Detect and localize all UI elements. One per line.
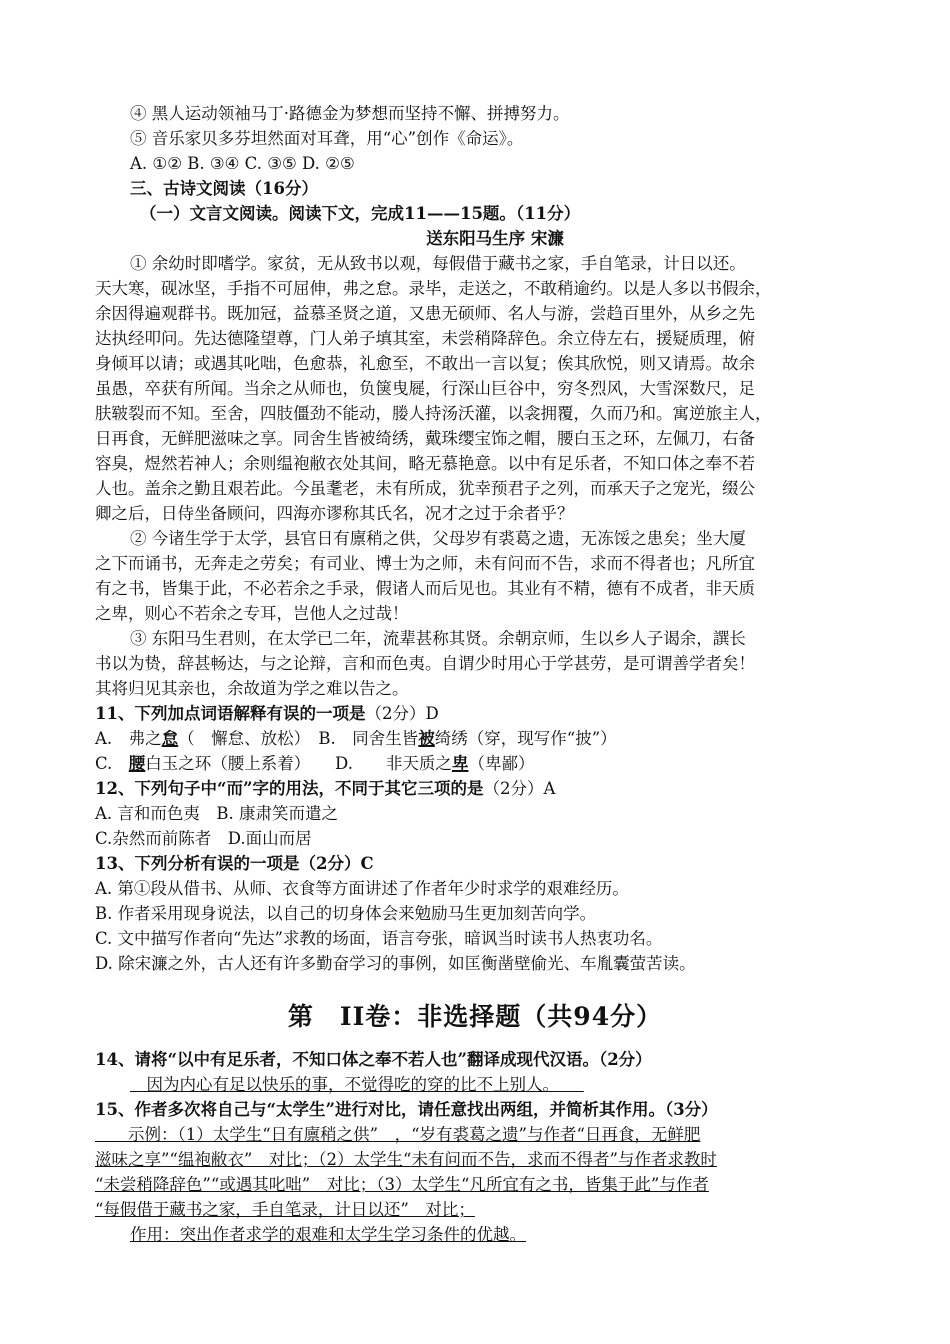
passage-line: ② 今诸生学于太学，县官日有廪稍之供，父母岁有裘葛之遗，无冻馁之患矣；坐大厦: [130, 529, 746, 548]
subsection-heading: （一）文言文阅读。阅读下文，完成11——15题。（11分）: [140, 204, 581, 223]
q11-a-dotted: 怠: [161, 729, 179, 748]
passage-line: 之下而诵书，无奔走之劳矣；有司业、博士为之师，未有问而不告，求而不得者也；凡所宜: [95, 554, 755, 573]
passage-title: 送东阳马生序 宋濂: [426, 229, 564, 248]
q11-options-cd: [95, 752, 534, 776]
q15-answer-line: 示例：（1）太学生“日有廪稍之供” ，“岁有裘葛之遗”与作者“日再食，无鲜肥: [95, 1125, 701, 1144]
passage-line: 之卑，则心不若余之专耳，岂他人之过哉！: [95, 604, 409, 623]
q12-score: （2分）A: [483, 779, 556, 798]
q12-options-ab: A. 言和而色夷 B. 康肃笑而遣之: [95, 804, 339, 823]
q15-effect: 作用：突出作者求学的艰难和太学生学习条件的优越。: [130, 1225, 526, 1244]
passage-line: 余因得遍观群书。既加冠，益慕圣贤之道，又患无硕师、名人与游，尝趋百里外，从乡之先: [95, 304, 755, 323]
q13-option-d: D. 除宋濂之外，古人还有许多勤奋学习的事例，如匡衡凿壁偷光、车胤囊萤苦读。: [95, 954, 696, 973]
q11-b-post: 绮绣（穿，现写作“披”）: [434, 729, 617, 748]
q11-options-ab: [95, 727, 617, 751]
passage-line: 达执经叩问。先达德隆望尊，门人弟子填其室，未尝稍降辞色。余立侍左右，援疑质理，俯: [95, 329, 755, 348]
passage-line: ③ 东阳马生君则，在太学已二年，流辈甚称其贤。余朝京师，生以乡人子谒余，譔长: [130, 629, 746, 648]
q11-a-post: （ 懈怠、放松） B. 同舍生皆: [178, 729, 419, 748]
question-15-stem: 15、作者多次将自己与“太学生”进行对比，请任意找出两组，并简析其作用。（3分）: [95, 1100, 718, 1119]
option-4: ④ 黑人运动领袖马丁·路德金为梦想而坚持不懈、拼搏努力。: [130, 104, 570, 123]
question-14-stem: 14、请将“以中有足乐者，不知口体之奉不若人也”翻译成现代汉语。（2分）: [95, 1050, 652, 1069]
q15-answer-line: 滋味之享”“缊袍敝衣” 对比；（2）太学生“未有问而不告，求而不得者”与作者求教时: [95, 1150, 717, 1169]
q13-option-c: C. 文中描写作者向“先达”求教的场面，语言夸张，暗讽当时读书人热衷功名。: [95, 929, 663, 948]
passage-line: 人也。盖余之勤且艰若此。今虽耄老，未有所成，犹幸预君子之列，而承天子之宠光，缀公: [95, 479, 755, 498]
q15-answer-line: “未尝稍降辞色”“或遇其叱咄” 对比；（3）太学生“凡所宜有之书，皆集于此”与作者: [95, 1175, 709, 1194]
passage-line: 日再食，无鲜肥滋味之享。同舍生皆被绮绣，戴珠缨宝饰之帽，腰白玉之环，左佩刀，右备: [95, 429, 755, 448]
passage-line: 虽愚，卒获有所闻。当余之从师也，负箧曳屣，行深山巨谷中，穷冬烈风，大雪深数尺，足: [95, 379, 755, 398]
q11-b-dotted: 被: [418, 729, 435, 748]
q11-c-dotted: 腰: [128, 754, 146, 773]
passage-line: ① 余幼时即嗜学。家贫，无从致书以观，每假借于藏书之家，手自笔录，计日以还。: [130, 254, 746, 273]
q13-option-a: A. 第①段从借书、从师、衣食等方面讲述了作者年少时求学的艰难经历。: [95, 879, 629, 898]
q15-answer-line: “每假借于藏书之家，手自笔录，计日以还” 对比；: [95, 1200, 475, 1219]
passage-line: 天大寒，砚冰坚，手指不可屈伸，弗之怠。录毕，走送之，不敢稍逾约。以是人多以书假余，: [95, 279, 772, 298]
option-5: ⑤ 音乐家贝多芬坦然面对耳聋，用“心”创作《命运》。: [130, 129, 524, 148]
part2-title: 第 II卷：非选择题（共94分）: [287, 1002, 663, 1031]
q11-score: （2分）D: [365, 704, 439, 723]
q11-c-post: 白玉之环（腰上系着） D. 非天质之: [145, 754, 452, 773]
passage-line: 卿之后，日侍坐备顾问，四海亦谬称其氏名，况才之过于余者乎？: [95, 504, 574, 523]
passage-line: 容臭，煜然若神人；余则缊袍敝衣处其间，略无慕艳意。以中有足乐者，不知口体之奉不若: [95, 454, 755, 473]
q11-a-pre: A. 弗之: [95, 729, 162, 748]
q13-option-b: B. 作者采用现身说法，以自己的切身体会来勉励马生更加刻苦向学。: [95, 904, 597, 923]
passage-line: 书以为贽，辞甚畅达，与之论辩，言和而色夷。自谓少时用心于学甚劳，是可谓善学者矣！: [95, 654, 755, 673]
passage-line: 其将归见其亲也，余故道为学之难以告之。: [95, 679, 409, 698]
q12-options-cd: C.杂然而前陈者 D.面山而居: [95, 829, 312, 848]
question-12-stem: [95, 777, 555, 801]
passage-line: 有之书，皆集于此，不必若余之手录，假诸人而后见也。其业有不精，德有不成者，非天质: [95, 579, 755, 598]
q12-text: 12、下列句子中“而”字的用法，不同于其它三项的是: [95, 779, 484, 798]
q11-d-dotted: 卑: [451, 754, 469, 773]
q11-d-post: （卑鄙）: [468, 754, 535, 773]
passage-line: 身倾耳以请；或遇其叱咄，色愈恭，礼愈至，不敢出一言以复；俟其欣悦，则又请焉。故余: [95, 354, 755, 373]
passage-line: 肤皲裂而不知。至舍，四肢僵劲不能动，媵人持汤沃灌，以衾拥覆，久而乃和。寓逆旅主人，: [95, 404, 772, 423]
question-13-stem: 13、下列分析有误的一项是（2分）C: [95, 854, 374, 873]
section-heading: 三、古诗文阅读（16分）: [130, 179, 318, 198]
q11-c-pre: C.: [95, 754, 129, 773]
answer-choices: A. ①② B. ③④ C. ③⑤ D. ②⑤: [130, 154, 355, 173]
q14-answer: 因为内心有足以快乐的事，不觉得吃的穿的比不上别人。: [130, 1075, 584, 1094]
q11-text: 11、下列加点词语解释有误的一项是: [95, 704, 366, 723]
question-11-stem: [95, 702, 439, 726]
